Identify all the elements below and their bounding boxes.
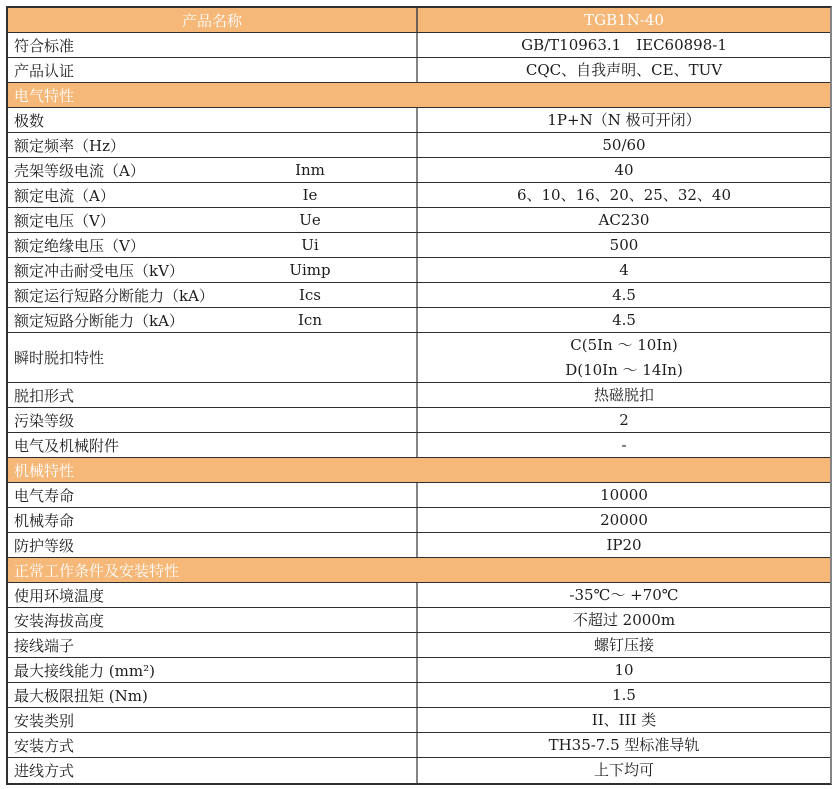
- spec-label: 安装海拔高度: [14, 611, 105, 630]
- spec-value-cell: [418, 658, 830, 682]
- spec-value-cell: [418, 158, 830, 182]
- spec-row: [8, 158, 830, 183]
- section-title: 正常工作条件及安装特性: [14, 561, 180, 580]
- spec-label-cell: [8, 33, 418, 57]
- spec-value-cell: [418, 308, 830, 332]
- spec-label: 额定电流（A）: [14, 186, 115, 205]
- spec-value-cell: [418, 108, 830, 132]
- spec-value: -: [621, 435, 627, 454]
- spec-value: GB/T10963.1 IEC60898-1: [521, 35, 727, 54]
- spec-label: 极数: [14, 111, 45, 130]
- spec-value-cell: [418, 483, 830, 507]
- param-symbol: Icn: [298, 311, 322, 329]
- product-spec-table: [6, 6, 832, 785]
- spec-label: 安装方式: [14, 736, 75, 755]
- section-title: 机械特性: [14, 461, 75, 480]
- spec-value-cell: [418, 258, 830, 282]
- spec-label-cell: [8, 508, 418, 532]
- spec-row: [8, 708, 830, 733]
- spec-value: 不超过 2000m: [572, 610, 676, 629]
- spec-label-cell: [8, 533, 418, 557]
- spec-label-cell: [8, 258, 418, 282]
- spec-value: 4: [619, 260, 629, 279]
- spec-label-cell: [8, 308, 418, 332]
- spec-label-cell: [8, 333, 418, 382]
- spec-label: 机械寿命: [14, 511, 75, 530]
- product-model: TGB1N-40: [584, 10, 664, 29]
- spec-label-cell: [8, 208, 418, 232]
- spec-row: [8, 208, 830, 233]
- param-symbol: Uimp: [289, 261, 331, 279]
- spec-value: 1.5: [612, 685, 636, 704]
- spec-value: II、III 类: [591, 710, 657, 729]
- spec-label: 瞬时脱扣特性: [14, 349, 105, 367]
- spec-value-cell: [418, 33, 830, 57]
- header-label-cell: [8, 8, 418, 32]
- spec-value-line: C(5In ～ 10In): [570, 335, 678, 354]
- spec-row: [8, 683, 830, 708]
- spec-value: 500: [609, 235, 639, 254]
- spec-value-cell: [418, 283, 830, 307]
- section-header-row: [8, 558, 830, 583]
- section-header-row: [8, 458, 830, 483]
- spec-value: 20000: [600, 510, 648, 529]
- spec-label-cell: [8, 583, 418, 607]
- spec-label: 额定绝缘电压（V）: [14, 236, 145, 255]
- spec-value: 10: [614, 660, 634, 679]
- spec-value: TH35-7.5 型标准导轨: [548, 735, 700, 754]
- header-value-cell: [418, 8, 830, 32]
- spec-label-cell: [8, 108, 418, 132]
- spec-row: [8, 408, 830, 433]
- param-symbol: Ue: [299, 211, 321, 229]
- section-title: 电气特性: [14, 86, 75, 105]
- spec-label: 最大接线能力 (mm²): [14, 661, 155, 680]
- spec-label-cell: [8, 758, 418, 783]
- spec-row: [8, 333, 830, 383]
- spec-label-cell: [8, 633, 418, 657]
- spec-value-cell: [418, 233, 830, 257]
- spec-label: 壳架等级电流（A）: [14, 161, 145, 180]
- spec-value: AC230: [598, 210, 650, 229]
- spec-label-cell: [8, 608, 418, 632]
- spec-label: 额定冲击耐受电压（kV）: [14, 261, 184, 280]
- spec-row: [8, 58, 830, 83]
- spec-row: [8, 133, 830, 158]
- spec-value: IP20: [606, 535, 642, 554]
- spec-label-cell: [8, 158, 418, 182]
- spec-value: 10000: [600, 485, 648, 504]
- spec-label-cell: [8, 708, 418, 732]
- spec-row: [8, 283, 830, 308]
- spec-label: 进线方式: [14, 762, 75, 780]
- spec-row: [8, 33, 830, 58]
- spec-label: 额定短路分断能力（kA）: [14, 311, 184, 330]
- spec-label-cell: [8, 183, 418, 207]
- spec-label-cell: [8, 658, 418, 682]
- spec-value-cell: [418, 608, 830, 632]
- spec-label-cell: [8, 408, 418, 432]
- spec-value: 热磁脱扣: [593, 385, 654, 404]
- spec-row: [8, 233, 830, 258]
- param-symbol: Ui: [301, 236, 319, 254]
- spec-value-cell: [418, 433, 830, 457]
- spec-label: 电气寿命: [14, 486, 75, 505]
- spec-label: 产品认证: [14, 61, 75, 80]
- spec-label: 电气及机械附件: [14, 436, 120, 455]
- spec-label: 额定电压（V）: [14, 211, 115, 230]
- spec-row: [8, 508, 830, 533]
- spec-label: 防护等级: [14, 536, 75, 555]
- spec-label: 使用环境温度: [14, 586, 105, 605]
- spec-value-cell: [418, 583, 830, 607]
- spec-label-cell: [8, 733, 418, 757]
- spec-value-cell: [418, 333, 830, 382]
- spec-row: [8, 758, 830, 783]
- spec-value: 螺钉压接: [593, 635, 654, 654]
- spec-value: 6、10、16、20、25、32、40: [516, 185, 732, 204]
- spec-value: 2: [619, 410, 629, 429]
- spec-value: 4.5: [612, 310, 636, 329]
- spec-value-cell: [418, 708, 830, 732]
- spec-label: 符合标准: [14, 36, 75, 55]
- section-header-row: [8, 83, 830, 108]
- spec-label-cell: [8, 133, 418, 157]
- spec-value: -35℃～ +70℃: [569, 585, 679, 604]
- spec-row: [8, 183, 830, 208]
- spec-value-cell: [418, 508, 830, 532]
- spec-row: [8, 483, 830, 508]
- spec-value-cell: [418, 733, 830, 757]
- spec-label: 最大极限扭矩 (Nm): [14, 686, 148, 705]
- spec-value: CQC、自我声明、CE、TUV: [525, 60, 723, 79]
- spec-row: [8, 658, 830, 683]
- spec-value: 50/60: [602, 135, 646, 154]
- spec-label: 接线端子: [14, 636, 75, 655]
- spec-value: 4.5: [612, 285, 636, 304]
- spec-row: [8, 108, 830, 133]
- param-symbol: Ie: [302, 186, 318, 204]
- spec-label-cell: [8, 58, 418, 82]
- spec-value-line: D(10In ～ 14In): [565, 360, 683, 379]
- spec-row: [8, 583, 830, 608]
- spec-value-cell: [418, 758, 830, 783]
- spec-value-cell: [418, 408, 830, 432]
- spec-label-cell: [8, 283, 418, 307]
- spec-value-cell: [418, 633, 830, 657]
- header-label: 产品名称: [181, 11, 242, 30]
- spec-value-cell: [418, 383, 830, 407]
- spec-label-cell: [8, 383, 418, 407]
- spec-value-cell: [418, 208, 830, 232]
- spec-value-cell: [418, 183, 830, 207]
- spec-row: [8, 608, 830, 633]
- spec-value-cell: [418, 683, 830, 707]
- spec-label: 污染等级: [14, 411, 75, 430]
- spec-label: 脱扣形式: [14, 386, 75, 405]
- spec-value: 上下均可: [593, 761, 654, 779]
- param-symbol: Ics: [298, 286, 322, 304]
- spec-label-cell: [8, 683, 418, 707]
- spec-label-cell: [8, 433, 418, 457]
- spec-row: [8, 258, 830, 283]
- spec-value-cell: [418, 133, 830, 157]
- spec-value: 1P+N（N 极可开闭）: [547, 110, 701, 129]
- spec-value-cell: [418, 533, 830, 557]
- spec-label: 安装类别: [14, 711, 75, 730]
- spec-label: 额定运行短路分断能力（kA）: [14, 286, 214, 305]
- spec-value-cell: [418, 58, 830, 82]
- spec-row: [8, 633, 830, 658]
- spec-label-cell: [8, 233, 418, 257]
- param-symbol: Inm: [295, 161, 325, 179]
- table-header-row: [8, 8, 830, 33]
- spec-row: [8, 533, 830, 558]
- spec-row: [8, 308, 830, 333]
- spec-label-cell: [8, 483, 418, 507]
- spec-label: 额定频率（Hz）: [14, 136, 125, 155]
- spec-row: [8, 383, 830, 408]
- spec-row: [8, 733, 830, 758]
- spec-row: [8, 433, 830, 458]
- spec-value: 40: [614, 160, 634, 179]
